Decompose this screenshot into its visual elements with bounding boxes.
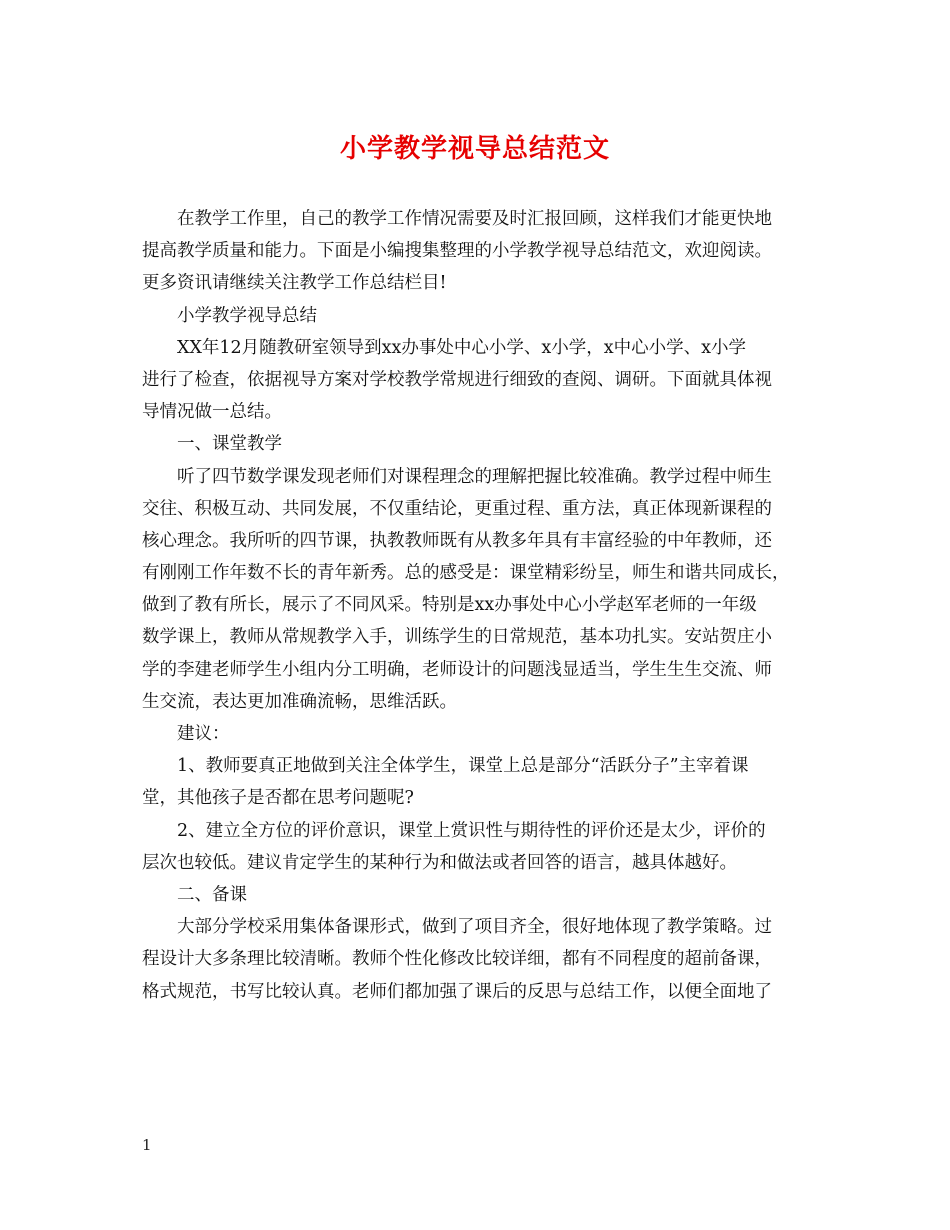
text-line: 核心理念。我所听的四节课，执教教师既有从教多年具有丰富经验的中年教师，还 [142, 530, 772, 551]
text-line: 大部分学校采用集体备课形式，做到了项目齐全，很好地体现了教学策略。过 [177, 917, 772, 938]
text-line: 学的李建老师学生小组内分工明确，老师设计的问题浅显适当，学生生生交流、师 [142, 659, 772, 680]
text-line: 提高教学质量和能力。下面是小编搜集整理的小学教学视导总结范文，欢迎阅读。 [142, 241, 772, 262]
text-line: 二、备课 [177, 884, 247, 905]
text-line: 交往、积极互动、共同发展，不仅重结论，更重过程、重方法，真正体现新课程的 [142, 498, 772, 519]
text-line: 有刚刚工作年数不长的青年新秀。总的感受是：课堂精彩纷呈，师生和谐共同成长， [142, 563, 790, 584]
document-body [142, 203, 812, 1008]
text-line: 层次也较低。建议肯定学生的某种行为和做法或者回答的语言，越具体越好。 [142, 852, 737, 873]
text-line: 格式规范，书写比较认真。老师们都加强了课后的反思与总结工作，以便全面地了 [142, 981, 772, 1002]
text-line: 1、教师要真正地做到关注全体学生，课堂上总是部分“活跃分子”主宰着课 [177, 756, 749, 777]
text-line: 做到了教有所长，展示了不同风采。特别是xx办事处中心小学赵军老师的一年级 [142, 595, 757, 616]
text-line: XX年12月随教研室领导到xx办事处中心小学、x小学，x中心小学、x小学 [177, 337, 747, 358]
text-line: 听了四节数学课发现老师们对课程理念的理解把握比较准确。教学过程中师生 [177, 466, 772, 487]
text-line: 程设计大多条理比较清晰。教师个性化修改比较详细，都有不同程度的超前备课， [142, 949, 772, 970]
text-line: 一、课堂教学 [177, 434, 282, 455]
page-number: 1 [142, 1136, 152, 1154]
text-line: 堂，其他孩子是否都在思考问题呢? [142, 788, 414, 809]
text-line: 导情况做一总结。 [142, 402, 282, 423]
text-line: 在教学工作里，自己的教学工作情况需要及时汇报回顾，这样我们才能更快地 [177, 209, 772, 229]
text-line: 建议： [177, 724, 230, 744]
document-title: 小学教学视导总结范文 [339, 134, 610, 164]
text-line: 数学课上，教师从常规教学入手，训练学生的日常规范，基本功扎实。安站贺庄小 [142, 627, 772, 648]
text-line: 更多资讯请继续关注教学工作总结栏目! [142, 273, 447, 294]
text-line: 生交流，表达更加准确流畅，思维活跃。 [142, 691, 457, 712]
text-line: 进行了检查，依据视导方案对学校教学常规进行细致的查阅、调研。下面就具体视 [142, 369, 772, 390]
text-line: 2、建立全方位的评价意识，课堂上赏识性与期待性的评价还是太少，评价的 [177, 820, 766, 841]
text-line: 小学教学视导总结 [177, 305, 317, 326]
